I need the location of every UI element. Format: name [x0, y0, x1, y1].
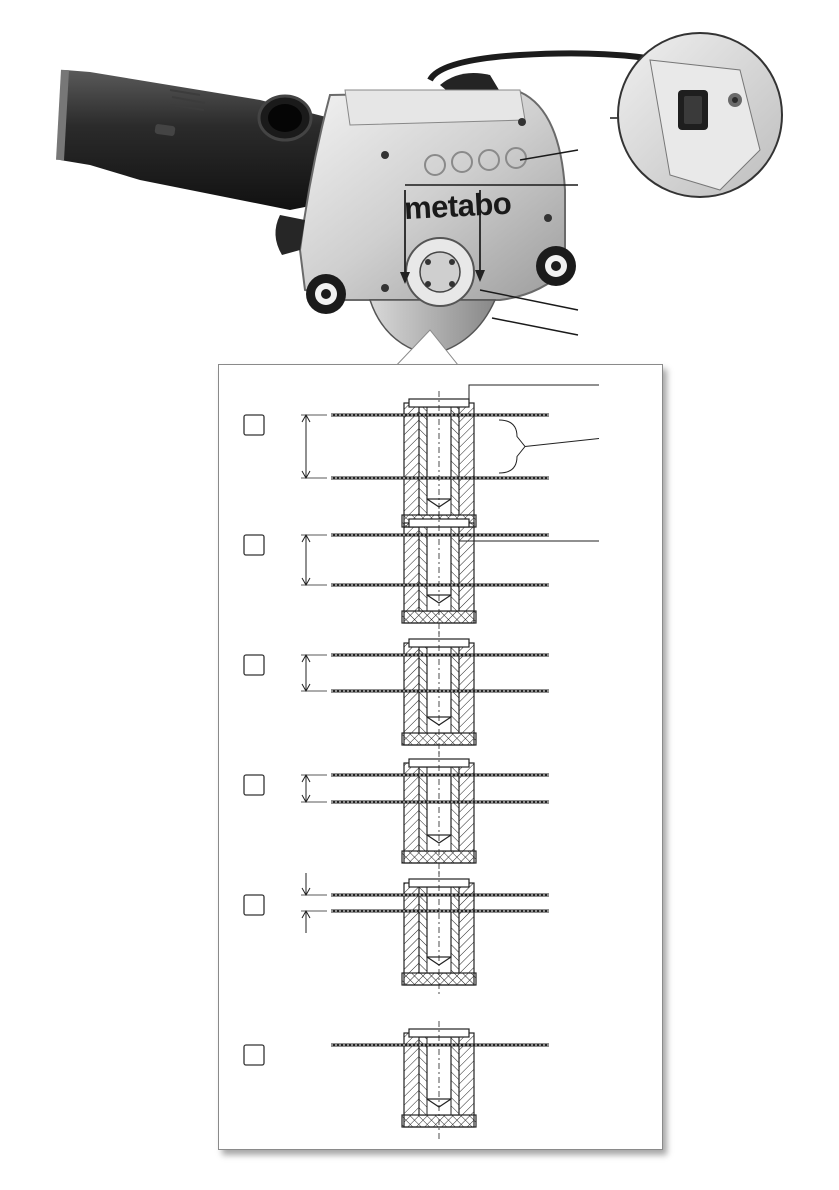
guide-wheel-left: [306, 274, 346, 314]
blade-config-5: [244, 871, 549, 997]
blade-config-6: [244, 1021, 549, 1139]
config-checkbox-5: [244, 895, 264, 915]
callout-spacers: [499, 420, 525, 473]
config-checkbox-6: [244, 1045, 264, 1065]
config-checkbox-4: [244, 775, 264, 795]
tool-illustration: [0, 0, 839, 370]
blade-configuration-diagrams: [219, 365, 662, 1149]
blade-config-3: [244, 631, 549, 757]
callout-nut: [469, 385, 599, 399]
blade-config-1: [244, 385, 599, 541]
guide-wheel-right: [536, 246, 576, 286]
motor-handle: [60, 70, 340, 210]
detail-inset: [618, 33, 782, 197]
blade-configuration-panel: [218, 364, 663, 1150]
callout-line-4: [492, 318, 578, 335]
config-checkbox-3: [244, 655, 264, 675]
blade-config-4: [244, 751, 549, 875]
config-checkbox-2: [244, 535, 264, 555]
brand-logo: metabo: [403, 185, 513, 227]
config-checkbox-1: [244, 415, 264, 435]
blade-config-2: [244, 511, 549, 635]
